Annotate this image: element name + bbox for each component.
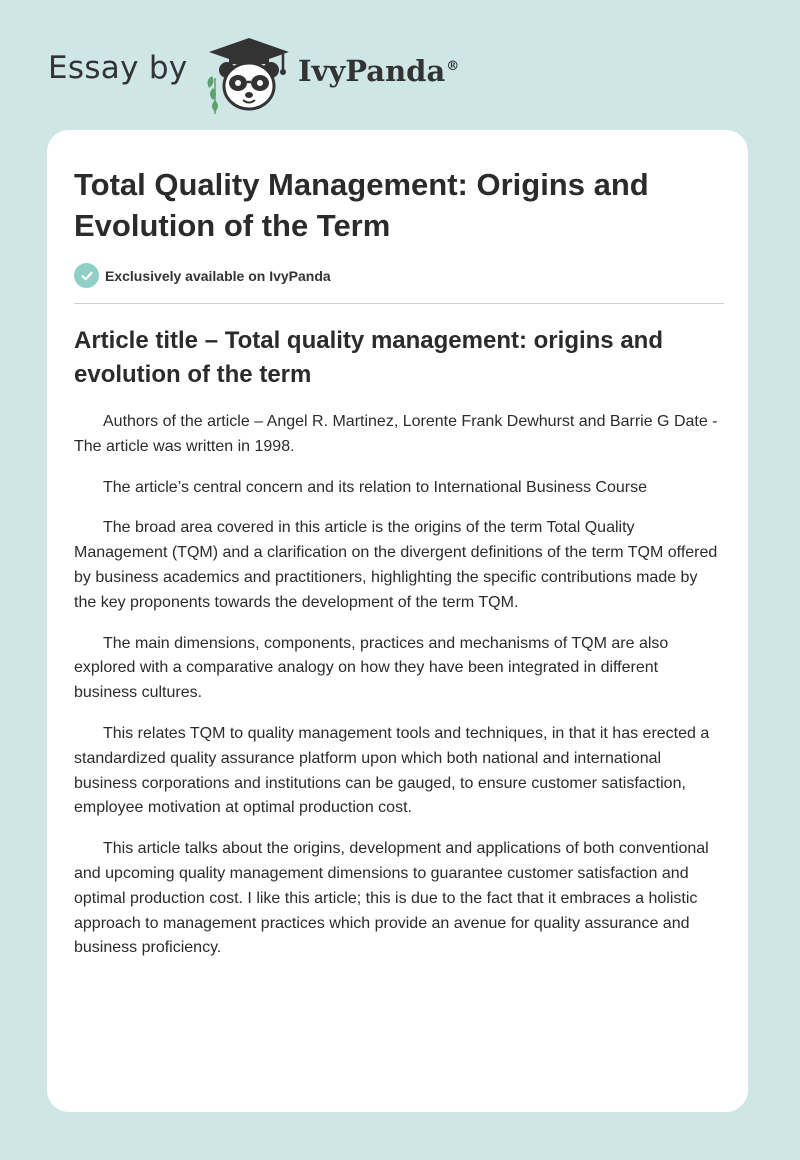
paragraph-authors: Authors of the article – Angel R. Martinez, Lorente Frank Dewhurst and Barrie G Date - The article was written in 1998. bbox=[74, 413, 718, 455]
essay-card bbox=[47, 130, 748, 1112]
paragraph-broad-area: The broad area covered in this article is the origins of the term Total Quality Management (TQM) and a clarification on the divergent definitions of the term TQM offered by business academics and practitioners, highlighting the specific contributions made by the key proponents towards the development of the term TQM. bbox=[74, 519, 718, 611]
divider bbox=[74, 303, 724, 304]
check-circle-icon bbox=[74, 263, 99, 288]
panda-graduate-icon[interactable] bbox=[203, 36, 295, 114]
brand-name[interactable]: IvyPanda® bbox=[298, 54, 460, 88]
exclusive-label: Exclusively available on IvyPanda bbox=[105, 267, 331, 284]
paragraph-central-concern: The article’s central concern and its relation to International Business Course bbox=[103, 478, 647, 496]
page-title: Total Quality Management: Origins and Evolution of the Term bbox=[74, 167, 649, 243]
site-header bbox=[48, 30, 568, 110]
article-subheading: Article title – Total quality management: origins and evolution of the term bbox=[74, 327, 663, 388]
exclusive-badge bbox=[74, 263, 331, 288]
paragraph-conclusion: This article talks about the origins, development and applications of both conventional and upcoming quality management dimensions to guarantee customer satisfaction and optimal production cost. I like this article; this is due to the fact that it embraces a holistic approach to management practices which provide an avenue for quality assurance and business proficiency. bbox=[74, 840, 709, 957]
paragraph-dimensions: The main dimensions, components, practices and mechanisms of TQM are also explored with a comparative analogy on how they have been integrated in different business cultures. bbox=[74, 634, 669, 702]
article-body bbox=[74, 410, 724, 977]
paragraph-relation: This relates TQM to quality management tools and techniques, in that it has erected a standardized quality assurance platform upon which both national and international business corporations and institutions can be gauged, to ensure customer satisfaction, employee motivation at optimal production cost. bbox=[74, 724, 710, 817]
essay-by-label: Essay by bbox=[48, 50, 188, 86]
